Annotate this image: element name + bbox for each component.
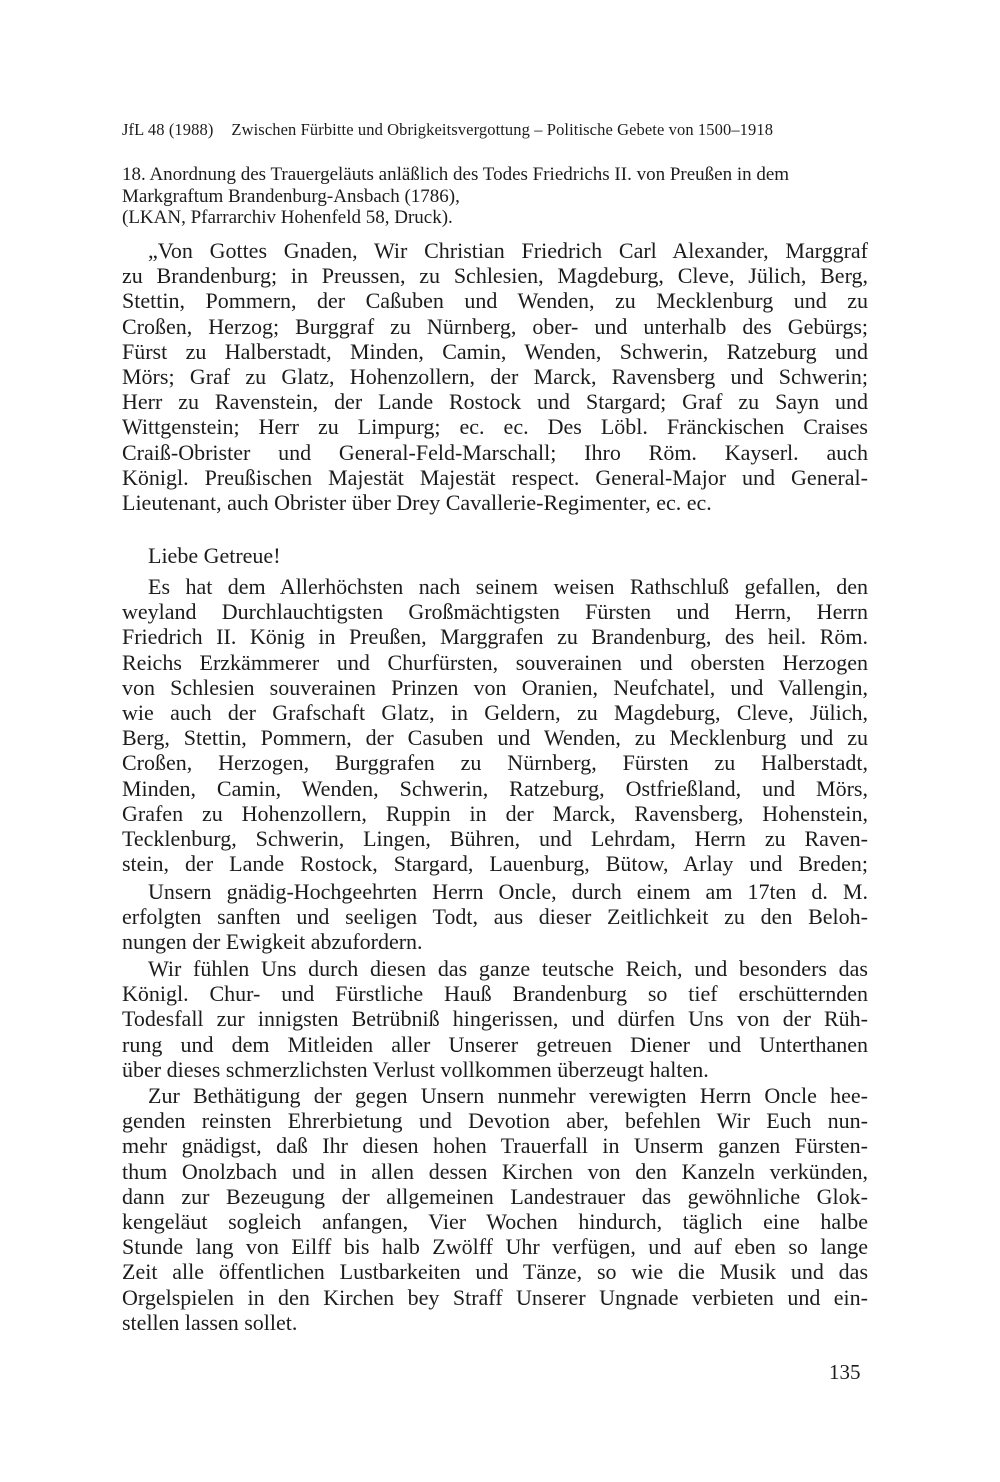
text-line: Wir fühlen Uns durch diesen das ganze teutsche Reich, und besonders das: [148, 956, 868, 981]
text-line: Königl. Preußischen Majestät Majestät respect. General-Major und General-: [122, 464, 868, 490]
text-line: mehr gnädigst, daß Ihr diesen hohen Trauerfall in Unserm ganzen Fürsten-: [122, 1133, 868, 1159]
document-header-line: Markgraftum Brandenburg-Ansbach (1786),: [122, 185, 460, 207]
text-line: thum Onolzbach und in allen dessen Kirchen von den Kanzeln verkünden,: [122, 1158, 868, 1184]
text-line: Wittgenstein; Herr zu Limpurg; ec. ec. Des Löbl. Fränckischen Craises: [122, 414, 868, 440]
text-line: Minden, Camin, Wenden, Schwerin, Ratzeburg, Ostfrießland, und Mörs,: [122, 775, 868, 801]
text-line: Es hat dem Allerhöchsten nach seinem weisen Rathschluß gefallen, den: [148, 574, 868, 599]
text-line: wie auch der Grafschaft Glatz, in Geldern, zu Magdeburg, Cleve, Jülich,: [122, 699, 868, 725]
text-line: dann zur Bezeugung der allgemeinen Landestrauer das gewöhnliche Glok-: [122, 1183, 868, 1209]
paragraph-2: [122, 879, 868, 955]
text-line: erfolgten sanften und seeligen Todt, aus dieser Zeitlichkeit zu den Beloh-: [122, 904, 868, 930]
text-line: Croßen, Herzog; Burggraf zu Nürnberg, ober- und unterhalb des Gebürgs;: [122, 313, 868, 339]
text-line: Grafen zu Hohenzollern, Ruppin in der Marck, Ravensberg, Hohenstein,: [122, 800, 868, 826]
paragraph-4: [122, 1083, 868, 1335]
text-line: rung und dem Mitleiden aller Unserer getreuen Diener und Unterthanen: [122, 1031, 868, 1057]
document-header-line: (LKAN, Pfarrarchiv Hohenfeld 58, Druck).: [122, 207, 453, 228]
text-line: Fürst zu Halberstadt, Minden, Camin, Wenden, Schwerin, Ratzeburg und: [122, 338, 868, 364]
journal-reference: JfL 48 (1988): [122, 120, 214, 139]
document-header-line: 18. Anordnung des Trauergeläuts anläßlich des Todes Friedrichs II. von Preußen in dem: [122, 164, 790, 185]
text-line: Lieutenant, auch Obrister über Drey Cavallerie-Regimenter, ec. ec.: [122, 489, 712, 515]
text-line: Friedrich II. König in Preußen, Marggrafen zu Brandenburg, des heil. Röm.: [122, 624, 868, 650]
paragraph-3: [122, 956, 868, 1082]
text-line: Unsern gnädig-Hochgeehrten Herrn Oncle, durch einem am 17ten d. M.: [148, 879, 868, 904]
paragraph-1: [122, 574, 868, 876]
text-line: über dieses schmerzlichsten Verlust vollkommen überzeugt halten.: [122, 1056, 709, 1082]
text-line: Zeit alle öffentlichen Lustbarkeiten und Tänze, so wie die Musik und das: [122, 1259, 868, 1285]
text-line: Todesfall zur innigsten Betrübniß hingerissen, und dürfen Uns von der Rüh-: [122, 1006, 868, 1032]
running-head: [122, 120, 872, 140]
text-line: Craiß-Obrister und General-Feld-Marschall; Ihro Röm. Kayserl. auch: [122, 439, 868, 465]
running-head-title: Zwischen Fürbitte und Obrigkeitsvergottung – Politische Gebete von 1500–1918: [231, 120, 774, 139]
text-line: Orgelspielen in den Kirchen bey Straff Unserer Ungnade verbieten und ein-: [122, 1284, 868, 1310]
text-line: Stettin, Pommern, der Caßuben und Wenden, zu Mecklenburg und zu: [122, 288, 868, 314]
text-line: Königl. Chur- und Fürstliche Hauß Brandenburg so tief erschütternden: [122, 981, 868, 1007]
text-line: Berg, Stettin, Pommern, der Casuben und Wenden, zu Mecklenburg und zu: [122, 725, 868, 751]
text-line: genden reinsten Ehrerbietung und Devotion aber, befehlen Wir Euch nun-: [122, 1108, 868, 1134]
text-line: von Schlesien souverainen Prinzen von Oranien, Neufchatel, und Vallengin,: [122, 674, 868, 700]
text-line: kengeläut sogleich anfangen, Vier Wochen hindurch, täglich eine halbe: [122, 1208, 868, 1234]
preamble-paragraph: [122, 238, 868, 515]
text-line: Zur Bethätigung der gegen Unsern nunmehr verewigten Herrn Oncle hee-: [148, 1083, 868, 1108]
document-header: [122, 164, 882, 229]
text-line: Herr zu Ravenstein, der Lande Rostock und Stargard; Graf zu Sayn und: [122, 389, 868, 415]
text-line: „Von Gottes Gnaden, Wir Christian Friedrich Carl Alexander, Marggraf: [148, 238, 868, 263]
text-line: stein, der Lande Rostock, Stargard, Lauenburg, Bütow, Arlay und Breden;: [122, 851, 868, 877]
text-line: Mörs; Graf zu Glatz, Hohenzollern, der Marck, Ravensberg und Schwerin;: [122, 363, 868, 389]
text-line: Croßen, Herzogen, Burggrafen zu Nürnberg, Fürsten zu Halberstadt,: [122, 750, 868, 776]
text-line: zu Brandenburg; in Preussen, zu Schlesien, Magdeburg, Cleve, Jülich, Berg,: [122, 263, 868, 289]
text-line: nungen der Ewigkeit abzufordern.: [122, 929, 423, 955]
text-line: Reichs Erzkämmerer und Churfürsten, souverainen und obersten Herzogen: [122, 649, 868, 675]
text-line: Stunde lang von Eilff bis halb Zwölff Uhr verfügen, und auf eben so lange: [122, 1234, 868, 1260]
salutation: Liebe Getreue!: [148, 543, 281, 568]
text-line: weyland Durchlauchtigsten Großmächtigsten Fürsten und Herrn, Herrn: [122, 599, 868, 625]
text-line: Tecklenburg, Schwerin, Lingen, Bühren, und Lehrdam, Herrn zu Raven-: [122, 825, 868, 851]
text-line: stellen lassen sollet.: [122, 1309, 298, 1335]
page-number: 135: [829, 1360, 861, 1384]
